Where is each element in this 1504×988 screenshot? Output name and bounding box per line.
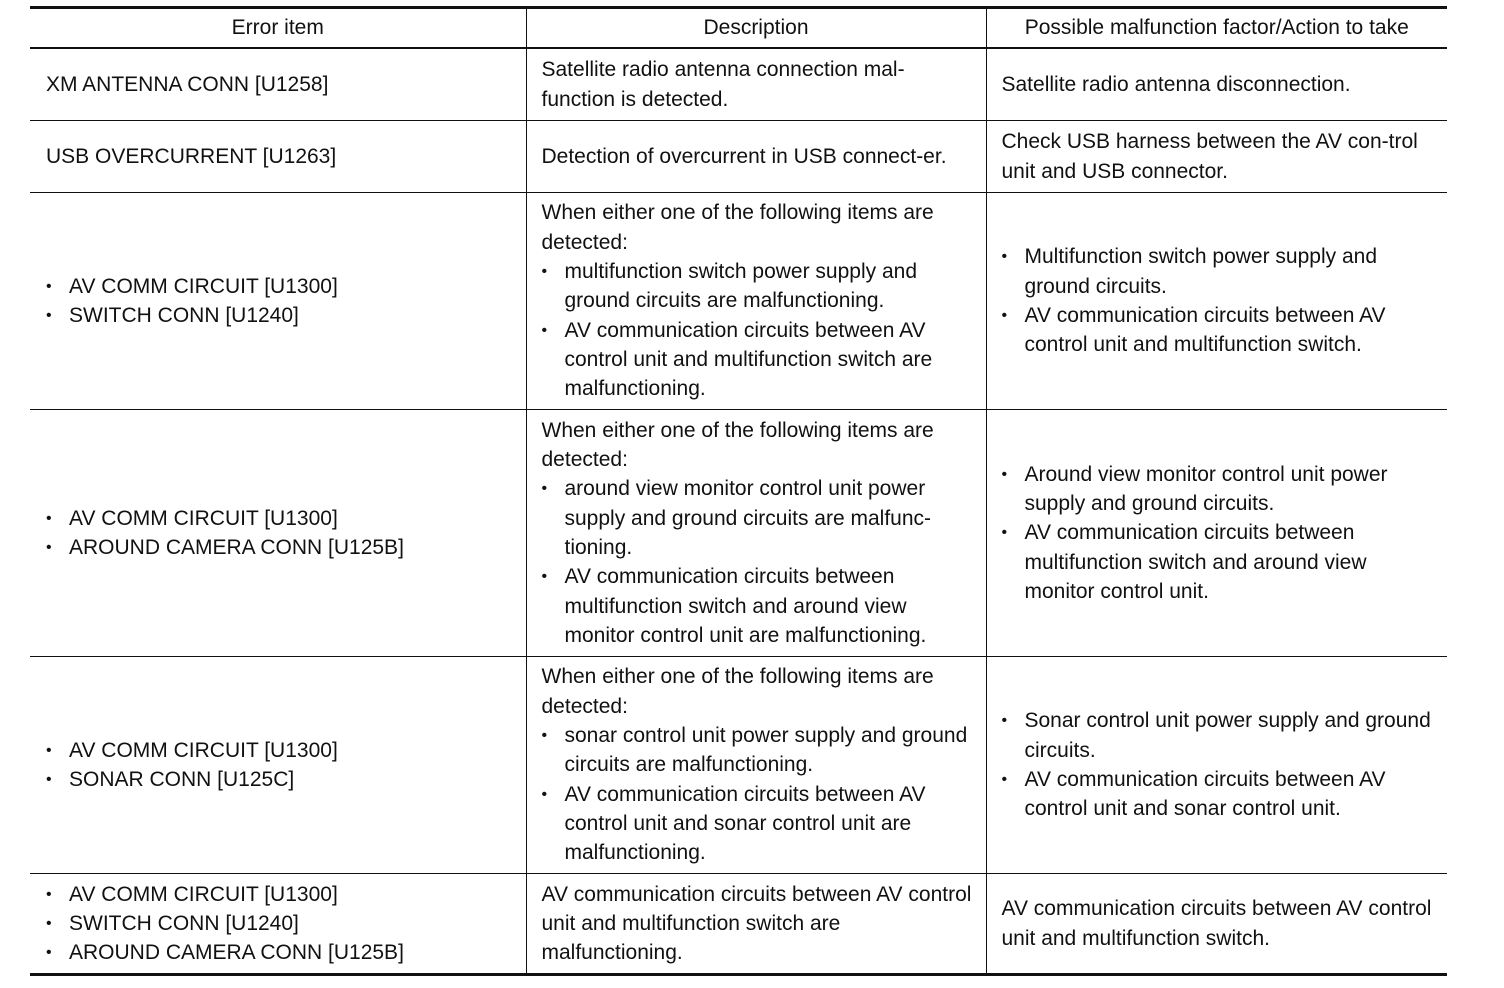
table-row [30, 874, 1447, 975]
table-row [30, 657, 1447, 874]
description-cell [526, 121, 986, 193]
description-cell [526, 657, 986, 874]
error-table [30, 6, 1447, 976]
table-row [30, 121, 1447, 193]
action-text: Satellite radio antenna disconnection. [1001, 72, 1351, 96]
header-description: Description [526, 8, 986, 49]
action-bullet: • AV communication circuits between AV control unit and sonar control unit. [1002, 765, 1434, 824]
description-bullet: • AV communication circuits between multifunction switch and around view monitor control unit are malfunctioning. [542, 562, 972, 650]
action-bullet: • AV communication circuits between AV control unit and multifunction switch. [1002, 301, 1434, 360]
description-text: Satellite radio antenna connection mal-function is detected. [541, 58, 905, 111]
description-bullet: • AV communication circuits between AV control unit and sonar control unit are malfunctioning. [542, 780, 972, 868]
description-intro: When either one of the following items are detected: [541, 418, 934, 472]
action-list [1002, 706, 1434, 823]
error-item-cell [30, 410, 526, 657]
description-bullet: • multifunction switch power supply and ground circuits are malfunctioning. [542, 257, 972, 316]
error-item-cell [30, 193, 526, 410]
description-cell [526, 874, 986, 975]
error-table-container [30, 6, 1447, 976]
action-cell [986, 657, 1447, 874]
action-bullet: • Around view monitor control unit power supply and ground circuits. [1002, 460, 1434, 519]
error-item-list [46, 504, 512, 563]
error-item-list [46, 736, 512, 795]
error-item-list [46, 880, 512, 968]
error-item-list [46, 272, 512, 331]
error-item-cell [30, 657, 526, 874]
description-text: AV communication circuits between AV control unit and multifunction switch are malfunctioning. [541, 882, 972, 965]
action-cell [986, 410, 1447, 657]
header-action: Possible malfunction factor/Action to take [986, 8, 1447, 49]
action-cell [986, 48, 1447, 121]
description-list [542, 257, 972, 403]
description-intro: When either one of the following items are detected: [541, 201, 934, 254]
action-bullet: • Multifunction switch power supply and ground circuits. [1002, 242, 1434, 301]
error-item-cell [30, 48, 526, 121]
error-item-cell [30, 121, 526, 193]
error-item-text: XM ANTENNA CONN [U1258] [46, 72, 329, 96]
error-item-bullet: • AV COMM CIRCUIT [U1300] [46, 272, 512, 301]
error-item-bullet: • AV COMM CIRCUIT [U1300] [46, 880, 512, 909]
table-row [30, 48, 1447, 121]
action-cell [986, 874, 1447, 975]
error-item-bullet: • AROUND CAMERA CONN [U125B] [46, 938, 512, 967]
action-cell [986, 193, 1447, 410]
action-bullet: • AV communication circuits between multifunction switch and around view monitor control unit. [1002, 518, 1434, 606]
description-bullet: • around view monitor control unit power supply and ground circuits are malfunc-tioning. [542, 474, 972, 562]
description-cell [526, 48, 986, 121]
table-row [30, 193, 1447, 410]
header-row [30, 8, 1447, 49]
header-error-item: Error item [231, 16, 324, 40]
error-item-bullet: • AV COMM CIRCUIT [U1300] [46, 736, 512, 765]
error-item-bullet: • AV COMM CIRCUIT [U1300] [46, 504, 512, 533]
table-row [30, 410, 1447, 657]
error-item-cell [30, 874, 526, 975]
error-item-bullet: • SONAR CONN [U125C] [46, 765, 512, 794]
action-list [1002, 460, 1434, 606]
description-cell [526, 410, 986, 657]
description-list [542, 721, 972, 867]
error-item-bullet: • SWITCH CONN [U1240] [46, 301, 512, 330]
error-item-text: USB OVERCURRENT [U1263] [46, 144, 337, 168]
description-bullet: • AV communication circuits between AV control unit and multifunction switch are malfunctioning. [542, 316, 972, 404]
description-cell [526, 193, 986, 410]
description-text: Detection of overcurrent in USB connect-er. [541, 144, 947, 168]
description-bullet: • sonar control unit power supply and ground circuits are malfunctioning. [542, 721, 972, 780]
action-text: AV communication circuits between AV control unit and multifunction switch. [1001, 897, 1432, 950]
action-cell [986, 121, 1447, 193]
action-text: Check USB harness between the AV con-trol unit and USB connector. [1001, 130, 1418, 183]
action-list [1002, 242, 1434, 359]
error-item-bullet: • AROUND CAMERA CONN [U125B] [46, 533, 512, 562]
description-list [542, 474, 972, 650]
action-bullet: • Sonar control unit power supply and ground circuits. [1002, 706, 1434, 765]
error-item-bullet: • SWITCH CONN [U1240] [46, 909, 512, 938]
description-intro: When either one of the following items are detected: [541, 665, 934, 718]
